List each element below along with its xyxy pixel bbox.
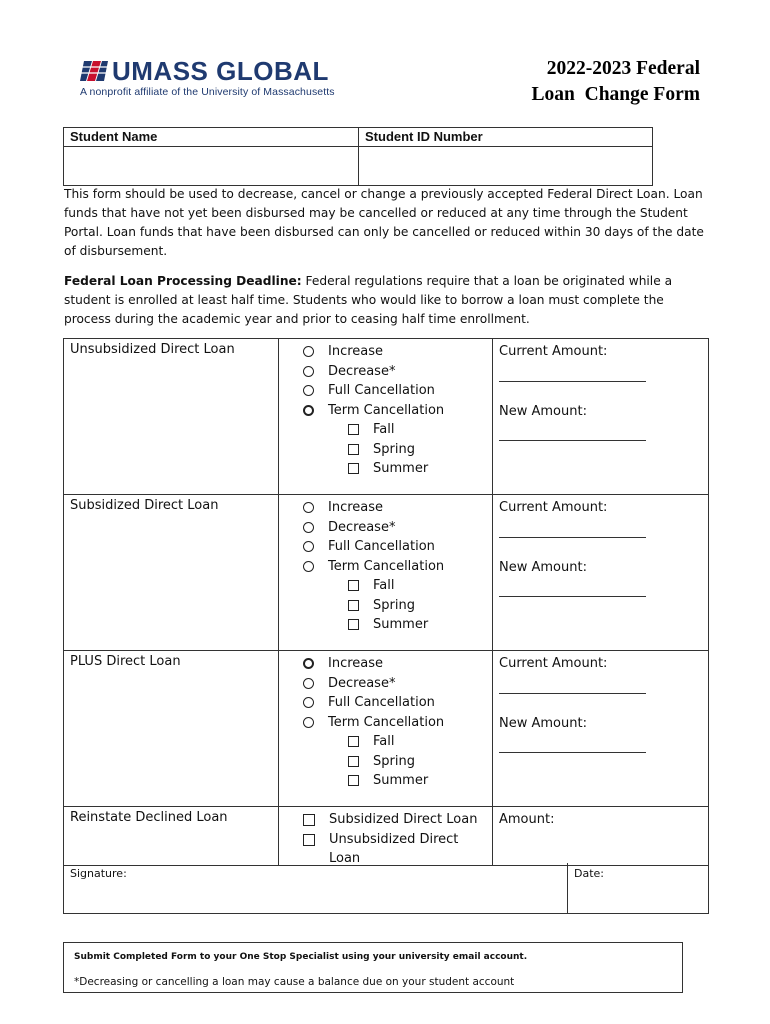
term-summer[interactable] [303,615,492,635]
option-full-cancellation[interactable] [303,381,492,401]
signature-row [63,863,709,914]
radio-icon[interactable] [303,717,314,728]
radio-icon[interactable] [303,541,314,552]
loan-row-subsidized [64,494,708,650]
current-amount-label: Current Amount: [499,344,608,359]
new-amount-field[interactable] [499,440,646,441]
checkbox-icon[interactable] [348,600,359,611]
deadline-label: Federal Loan Processing Deadline: [64,274,302,288]
option-label: Decrease* [328,363,396,379]
option-term-cancellation[interactable] [303,401,492,421]
radio-icon[interactable] [303,502,314,513]
date-label: Date: [574,867,604,880]
reinstate-options [279,807,493,865]
new-amount-field[interactable] [499,752,646,753]
date-field[interactable] [568,863,708,913]
checkbox-icon[interactable] [348,463,359,474]
loan-name: Subsidized Direct Loan [64,495,279,650]
form-title-line-2: Loan Change Form [531,84,700,105]
student-id-header: Student ID Number [359,128,653,147]
option-label: Increase [328,656,384,671]
new-amount-field[interactable] [499,596,646,597]
new-amount-label: New Amount: [499,559,587,575]
term-fall[interactable] [303,732,492,752]
radio-icon[interactable] [303,366,314,377]
form-title [532,56,700,108]
reinstate-subsidized[interactable] [303,810,492,830]
loan-name: PLUS Direct Loan [64,651,279,806]
option-term-cancellation[interactable] [303,557,492,577]
term-label: Spring [373,441,415,457]
new-amount-value [499,577,700,596]
term-label: Summer [373,461,429,476]
checkbox-icon[interactable] [348,736,359,747]
balance-warning: *Decreasing or cancelling a loan may cause a balance due on your student account [74,976,515,988]
new-amount-label: New Amount: [499,403,587,419]
new-amount-value [499,421,700,440]
signature-label: Signature: [70,867,127,880]
logo-tagline: A nonprofit affiliate of the University of Massachusetts [80,86,335,98]
checkbox-icon[interactable] [303,814,315,826]
form-title-line-1: 2022-2023 Federal [546,58,700,79]
reinstate-option-label: Subsidized Direct Loan [329,812,478,827]
signature-field[interactable] [64,863,568,913]
term-label: Fall [373,734,395,749]
option-label: Full Cancellation [328,539,435,554]
loan-amounts [493,651,706,806]
option-label: Decrease* [328,519,396,535]
term-spring[interactable] [303,596,492,616]
current-amount-label: Current Amount: [499,500,608,515]
option-decrease[interactable] [303,674,492,694]
umass-logo-mark-icon [80,59,108,83]
reinstate-option-label: Unsubsidized Direct Loan [329,831,459,866]
deadline-paragraph [64,272,714,329]
loan-options [279,495,493,650]
logo-wordmark: UMASS GLOBAL [112,56,329,86]
term-spring[interactable] [303,752,492,772]
option-label: Term Cancellation [328,558,445,574]
option-label: Full Cancellation [328,383,435,398]
term-label: Summer [373,773,429,788]
term-fall[interactable] [303,576,492,596]
current-amount-value [499,518,700,537]
radio-icon[interactable] [303,697,314,708]
option-label: Term Cancellation [328,714,445,730]
radio-icon[interactable] [303,561,314,572]
option-decrease[interactable] [303,362,492,382]
term-spring[interactable] [303,440,492,460]
option-label: Increase [328,500,384,515]
submission-notice [63,942,683,993]
term-label: Spring [373,753,415,769]
new-amount-label: New Amount: [499,715,587,731]
term-label: Summer [373,617,429,632]
option-increase[interactable] [303,498,492,518]
student-info-table [63,127,653,186]
option-label: Full Cancellation [328,695,435,710]
checkbox-icon[interactable] [348,580,359,591]
loan-row-plus [64,650,708,806]
checkbox-icon[interactable] [348,424,359,435]
student-name-header: Student Name [64,128,359,147]
loan-amounts [493,339,706,494]
intro-paragraph: This form should be used to decrease, cancel or change a previously accepted Federal Direct Loan. Loan funds that have not yet been disbursed may be cancelled or reduced at any time through the Student Portal. Loan funds that have been disbursed can only be cancelled or reduced within 30 days of the date of disbursement. [64,187,704,258]
checkbox-icon[interactable] [348,775,359,786]
option-increase[interactable] [303,654,492,674]
term-label: Fall [373,578,395,593]
loan-change-table [63,338,709,866]
term-label: Fall [373,422,395,437]
radio-icon[interactable] [303,522,314,533]
radio-icon[interactable] [303,405,314,416]
checkbox-icon[interactable] [348,756,359,767]
option-label: Increase [328,344,384,359]
term-summer[interactable] [303,459,492,479]
student-id-field[interactable] [359,147,653,186]
loan-row-unsubsidized [64,339,708,494]
reinstate-amount-label: Amount: [499,812,555,827]
term-label: Spring [373,597,415,613]
option-full-cancellation[interactable] [303,693,492,713]
radio-icon[interactable] [303,385,314,396]
deadline-text: Federal regulations require that a loan be originated while a student is enrolled at least half time. Students who would like to borrow a loan must complete the process during the academic year and prior to ceasing half time enrollment. [64,274,673,326]
student-name-field[interactable] [64,147,359,186]
radio-icon[interactable] [303,346,314,357]
umass-global-logo [80,57,335,98]
loan-name: Unsubsidized Direct Loan [64,339,279,494]
radio-icon[interactable] [303,678,314,689]
option-term-cancellation[interactable] [303,713,492,733]
option-increase[interactable] [303,342,492,362]
checkbox-icon[interactable] [348,444,359,455]
option-decrease[interactable] [303,518,492,538]
reinstate-name: Reinstate Declined Loan [64,807,279,865]
option-label: Decrease* [328,675,396,691]
radio-icon[interactable] [303,658,314,669]
option-full-cancellation[interactable] [303,537,492,557]
loan-options [279,339,493,494]
term-fall[interactable] [303,420,492,440]
reinstate-amount [493,807,706,865]
checkbox-icon[interactable] [348,619,359,630]
new-amount-value [499,733,700,752]
loan-amounts [493,495,706,650]
term-summer[interactable] [303,771,492,791]
checkbox-icon[interactable] [303,834,315,846]
submission-instruction: Submit Completed Form to your One Stop Specialist using your university email account. [74,952,528,962]
current-amount-value [499,674,700,693]
option-label: Term Cancellation [328,402,445,418]
current-amount-value [499,362,700,381]
loan-options [279,651,493,806]
current-amount-label: Current Amount: [499,656,608,671]
loan-row-reinstate [64,806,708,865]
